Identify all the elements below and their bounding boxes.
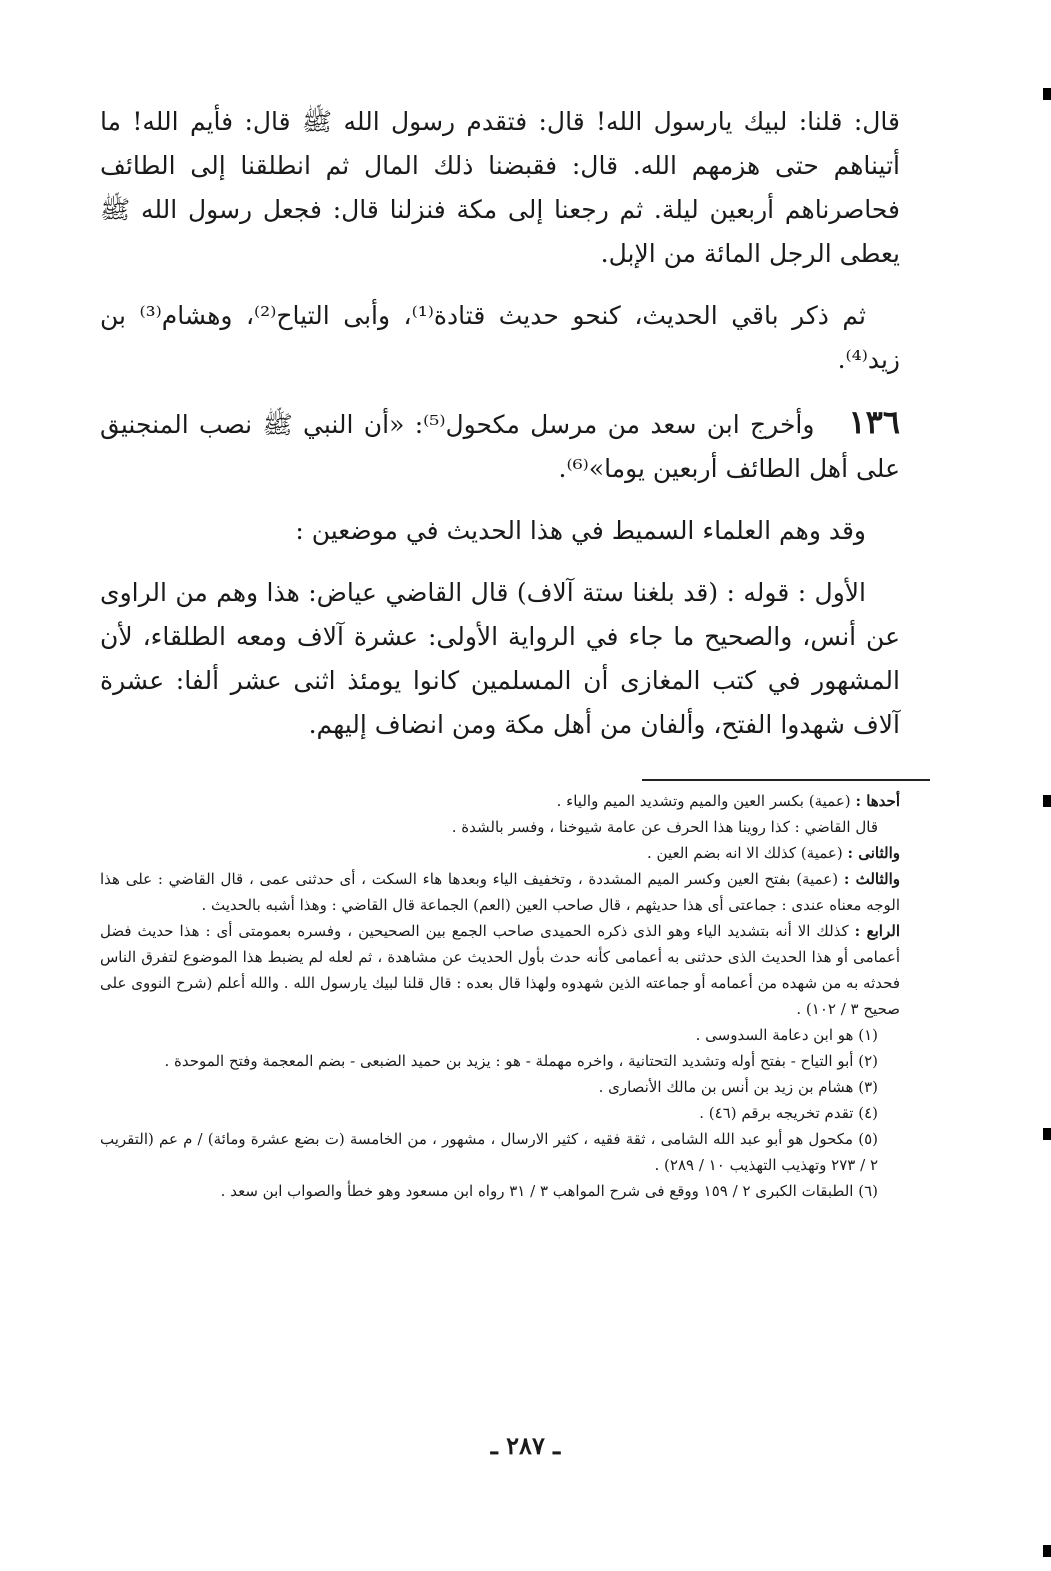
footnote-3: (٣) هشام بن زيد بن أنس بن مالك الأنصارى . xyxy=(598,1078,878,1096)
paragraph-5: الأول : قوله : (قد بلغنا ستة آلاف) قال القاضي عياض: هذا وهم من الراوى عن أنس، والصحيح ما جاء في الرواية الأولى: عشرة آلاف ومعه الطلقاء، لأن المشهور في كتب المغازى أن المسلمين كانوا يومئذ اثنى عشر ألفا: عشرة آلاف شهدوا الفتح، وألفان من أهل مكة ومن انضاف إليهم. xyxy=(100,578,900,739)
main-text xyxy=(100,100,900,747)
note-4-text: (عمية) بفتح العين وكسر الميم المشددة ، وتخفيف الياء وبعدها هاء السكت ، أى حدثنى عمى ، قال القاضي : على هذا الوجه معناه عندى : جماعتى أى هذا حديثهم ، قال صاحب العين (العم) الجماعة قال القاضي : وهذا أشبه بالحديث . xyxy=(100,870,900,914)
paragraph-2: ثم ذكر باقي الحديث، كنحو حديث قتادة⁽¹⁾، وأبى التياح⁽²⁾، وهشام⁽³⁾ بن زيد⁽⁴⁾. xyxy=(100,301,900,374)
paragraph-4: وقد وهم العلماء السميط في هذا الحديث في موضعين : xyxy=(295,516,866,545)
scan-edge-mark xyxy=(1043,1545,1051,1557)
note-3-text: (عمية) كذلك الا انه بضم العين . xyxy=(647,844,843,862)
paragraph-3 xyxy=(100,400,900,491)
page-number: ـ ٢٨٧ ـ xyxy=(490,1431,561,1460)
hadith-number: ١٣٦ xyxy=(848,403,900,441)
footnote-1: (١) هو ابن دعامة السدوسى . xyxy=(695,1026,878,1044)
paragraph-3-text: وأخرج ابن سعد من مرسل مكحول⁽⁵⁾: «أن النبي ﷺ نصب المنجنيق على أهل الطائف أربعين يوما»⁽⁶⁾. xyxy=(100,410,900,483)
paragraph-1: قال: قلنا: لبيك يارسول الله! قال: فتقدم رسول الله ﷺ قال: فأيم الله! ما أتيناهم حتى هزمهم الله. قال: فقبضنا ذلك المال ثم انطلقنا إلى الطائف فحاصرناهم أربعين ليلة. ثم رجعنا إلى مكة فنزلنا قال: فجعل رسول الله ﷺ يعطى الرجل المائة من الإبل. xyxy=(100,107,900,268)
scan-edge-mark xyxy=(1043,795,1051,807)
note-1-label: أحدها : xyxy=(855,792,900,810)
note-4 xyxy=(100,866,900,918)
footnote-5: (٥) مكحول هو أبو عبد الله الشامى ، ثقة فقيه ، كثير الارسال ، مشهور ، من الخامسة (ت بضع عشرة ومائة) / م عم (التقريب ٢ / ٢٧٣ وتهذيب التهذيب ١٠ / ٢٨٩) . xyxy=(100,1130,878,1174)
note-4-label: والثالث : xyxy=(843,870,900,888)
scan-edge-mark xyxy=(1043,1128,1051,1140)
footnote-6: (٦) الطبقات الكبرى ٢ / ١٥٩ ووقع فى شرح المواهب ٣ / ٣١ رواه ابن مسعود وهو خطأ والصواب ابن سعد . xyxy=(220,1182,878,1200)
footnote-separator xyxy=(642,779,930,781)
note-5 xyxy=(100,918,900,1022)
scan-edge-mark xyxy=(1043,88,1051,100)
note-1-text: (عمية) بكسر العين والميم وتشديد الميم والياء . xyxy=(556,792,851,810)
note-3 xyxy=(100,840,900,866)
note-5-label: الرابع : xyxy=(854,922,900,940)
footnotes xyxy=(100,788,900,1204)
footnote-4: (٤) تقدم تخريجه برقم (٤٦) . xyxy=(699,1104,878,1122)
note-1 xyxy=(100,788,900,814)
note-5-text: كذلك الا أنه بتشديد الياء وهو الذى ذكره الحميدى صاحب الجمع بين الصحيحين ، وفسره بعمومتى أى : هذا حديث فضل أعمامى أو هذا الحديث الذى حدثنى به أعمامى كأنه حدث بأول الحديث عن مشاهدة ، ثم لعله لم يضبط هذا الموضوع لتفرق الناس فحدثه به من شهده من أعمامه أو جماعته الذين شهدوه ولهذا قال بعده : قال قلنا لبيك يارسول الله . والله أعلم (شرح النووى على صحيح ٣ / ١٠٢) . xyxy=(100,922,900,1018)
note-3-label: والثانى : xyxy=(847,844,900,862)
footnote-2: (٢) أبو التياح - بفتح أوله وتشديد التحتانية ، واخره مهملة - هو : يزيد بن حميد الضبعى - بضم المعجمة وفتح الموحدة . xyxy=(164,1052,878,1070)
note-2: قال القاضي : كذا روينا هذا الحرف عن عامة شيوخنا ، وفسر بالشدة . xyxy=(451,818,878,836)
